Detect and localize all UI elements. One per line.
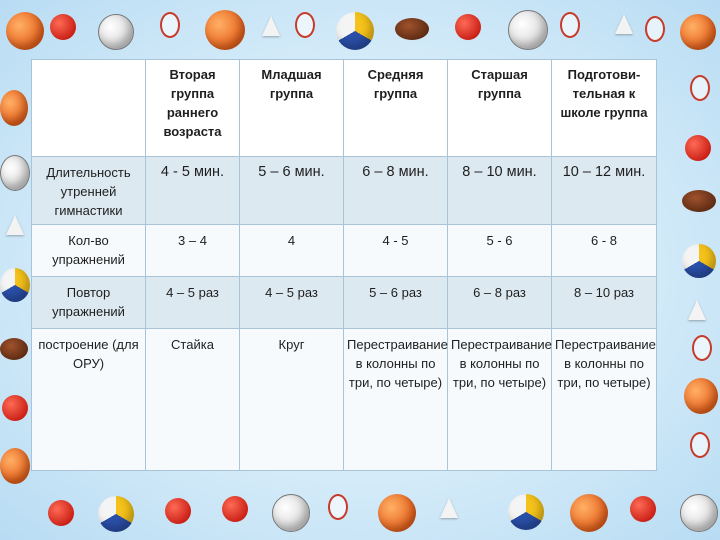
badminton-shuttlecock-icon <box>440 498 458 518</box>
table-cell: Перестраивание в колонны по три, по четыре) <box>448 329 552 471</box>
basketball-icon <box>684 378 718 414</box>
header-second-early-age-group: Вторая группа раннего возраста <box>146 60 240 157</box>
table-row-repetitions <box>32 277 657 329</box>
badminton-shuttlecock-icon <box>615 14 633 34</box>
ping-pong-paddle-icon <box>50 14 76 40</box>
gymnastics-schedule-table <box>31 59 657 471</box>
header-senior-group: Старшая группа <box>448 60 552 157</box>
table-cell: 8 – 10 мин. <box>448 157 552 225</box>
tennis-racket-icon <box>295 12 315 38</box>
tennis-racket-icon <box>690 432 710 458</box>
table-cell: Круг <box>240 329 344 471</box>
basketball-icon <box>6 12 44 50</box>
basketball-icon <box>680 14 716 50</box>
table-cell: 6 - 8 <box>552 225 657 277</box>
tennis-racket-icon <box>690 75 710 101</box>
tennis-racket-icon <box>645 16 665 42</box>
header-middle-group: Средняя группа <box>344 60 448 157</box>
volleyball-icon <box>682 244 716 278</box>
table-cell: 5 – 6 мин. <box>240 157 344 225</box>
volleyball-icon <box>0 268 30 302</box>
soccer-ball-icon <box>0 155 30 191</box>
badminton-shuttlecock-icon <box>262 16 280 36</box>
badminton-shuttlecock-icon <box>6 215 24 235</box>
tennis-racket-icon <box>328 494 348 520</box>
table-cell: 4 - 5 <box>344 225 448 277</box>
table-cell: 4 – 5 раз <box>146 277 240 329</box>
basketball-icon <box>0 448 30 484</box>
table-cell: 5 - 6 <box>448 225 552 277</box>
table-cell: 4 <box>240 225 344 277</box>
ping-pong-paddle-icon <box>48 500 74 526</box>
header-corner-cell <box>32 60 146 157</box>
header-junior-group: Младшая группа <box>240 60 344 157</box>
table-cell: Перестраивание в колонны по три, по четыре) <box>552 329 657 471</box>
american-football-icon <box>0 338 28 360</box>
table-cell: 6 – 8 раз <box>448 277 552 329</box>
ping-pong-paddle-icon <box>685 135 711 161</box>
ping-pong-paddle-icon <box>630 496 656 522</box>
ping-pong-paddle-icon <box>222 496 248 522</box>
table-row-formation <box>32 329 657 471</box>
soccer-ball-icon <box>508 10 548 50</box>
volleyball-icon <box>336 12 374 50</box>
badminton-shuttlecock-icon <box>688 300 706 320</box>
soccer-ball-icon <box>98 14 134 50</box>
table-row-duration <box>32 157 657 225</box>
soccer-ball-icon <box>680 494 718 532</box>
table-row-exercise-count <box>32 225 657 277</box>
tennis-racket-icon <box>692 335 712 361</box>
ping-pong-paddle-icon <box>455 14 481 40</box>
row-label-repetitions: Повтор упражнений <box>32 277 146 329</box>
ping-pong-paddle-icon <box>2 395 28 421</box>
row-label-duration: Длительность утренней гимнастики <box>32 157 146 225</box>
basketball-icon <box>378 494 416 532</box>
table-cell: 8 – 10 раз <box>552 277 657 329</box>
table-cell: 3 – 4 <box>146 225 240 277</box>
basketball-icon <box>570 494 608 532</box>
american-football-icon <box>395 18 429 40</box>
tennis-racket-icon <box>560 12 580 38</box>
soccer-ball-icon <box>272 494 310 532</box>
table-cell: 10 – 12 мин. <box>552 157 657 225</box>
table-header-row <box>32 60 657 157</box>
basketball-icon <box>0 90 28 126</box>
american-football-icon <box>682 190 716 212</box>
table-cell: 4 – 5 раз <box>240 277 344 329</box>
table-cell: Стайка <box>146 329 240 471</box>
basketball-icon <box>205 10 245 50</box>
volleyball-icon <box>508 494 544 530</box>
header-preparatory-group: Подготови-тельная к школе группа <box>552 60 657 157</box>
table-cell: 5 – 6 раз <box>344 277 448 329</box>
table-cell: 4 - 5 мин. <box>146 157 240 225</box>
row-label-exercise-count: Кол-во упражнений <box>32 225 146 277</box>
table-cell: Перестраивание в колонны по три, по четыре) <box>344 329 448 471</box>
ping-pong-paddle-icon <box>165 498 191 524</box>
table-cell: 6 – 8 мин. <box>344 157 448 225</box>
volleyball-icon <box>98 496 134 532</box>
tennis-racket-icon <box>160 12 180 38</box>
row-label-formation: построение (для ОРУ) <box>32 329 146 471</box>
